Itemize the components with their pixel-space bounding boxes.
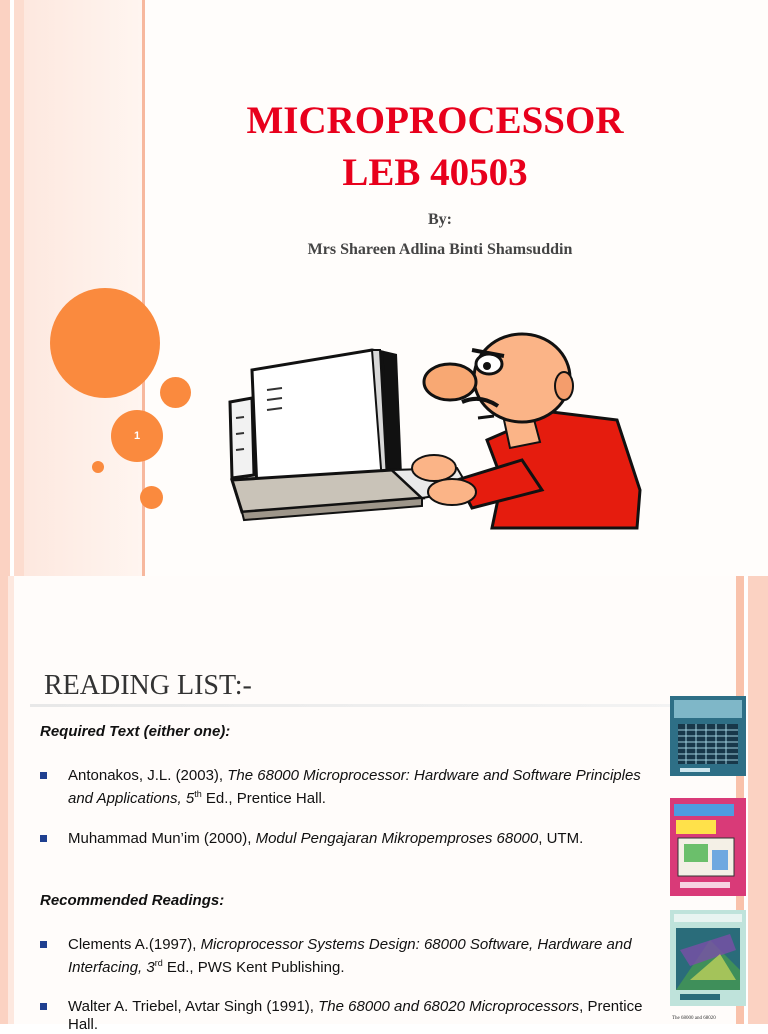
citation-publisher: , UTM. [538,830,584,847]
decor-stripe [8,576,14,1024]
slide-number-badge [111,410,163,462]
required-text-heading: Required Text (either one): [40,723,231,740]
slide-title-line2: LEB 40503 [342,151,528,194]
slide-2 [0,576,768,1033]
slide-title-line1: MICROPROCESSOR [246,99,624,142]
superscript: rd [154,958,163,968]
author-name: Mrs Shareen Adlina Binti Shamsuddin [307,241,573,258]
decor-stripe [748,576,768,1024]
decor-stripe [0,0,10,576]
by-label: By: [428,211,452,228]
superscript: th [194,789,202,799]
square-bullet-icon [40,1003,47,1010]
book-caption: The 68000 and 68020 [672,1016,716,1021]
decor-circle [92,461,104,473]
citation-author: Antonakos, J.L. (2003), [68,767,228,784]
citation-publisher: , Prentice Hall. [68,998,643,1033]
man-typing-at-computer-icon [222,330,642,530]
decor-stripe [0,576,8,1024]
citation-publisher: Ed., PWS Kent Publishing. [162,959,345,976]
square-bullet-icon [40,835,47,842]
reading-list-title: READING LIST:- [44,670,252,701]
citation-title: The 68000 and 68020 Microprocessors [318,998,580,1015]
recommended-readings-heading: Recommended Readings: [40,892,225,909]
book-cover-modul-68000-icon [670,798,746,896]
decor-circle [50,288,160,398]
citation-author: Walter A. Triebel, Avtar Singh (1991), [68,998,319,1015]
slide-number: 1 [133,430,141,442]
citation-author: Clements A.(1997), [68,936,201,953]
book-cover-microprocessor-systems-design-icon [670,910,746,1006]
decor-circle [160,377,191,408]
citation-publisher: Ed., Prentice Hall. [201,790,326,807]
decor-stripe [14,0,24,576]
citation-author: Muhammad Mun’im (2000), [68,830,256,847]
citation-title: Microprocessor Systems Design: 68000 Software, Hardware and Interfacing, 3 [68,936,632,976]
title-divider [30,704,740,707]
book-cover-68000-microprocessor-icon [670,696,746,776]
decor-stripe [24,0,142,576]
citation-title: Modul Pengajaran Mikropemproses 68000 [255,830,539,847]
square-bullet-icon [40,772,47,779]
citation-title: The 68000 Microprocessor: Hardware and Software Principles and Applications, 5 [68,767,641,807]
decor-circle [140,486,163,509]
square-bullet-icon [40,941,47,948]
